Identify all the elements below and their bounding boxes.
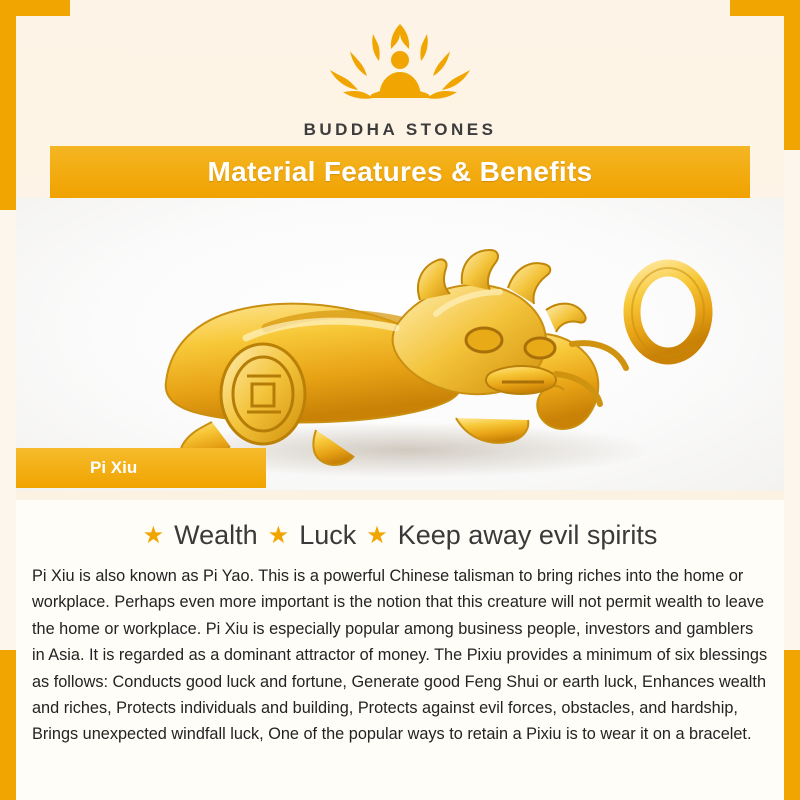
description-section (16, 500, 784, 800)
benefits-headline (32, 520, 768, 551)
star-icon: ★ (366, 522, 388, 549)
title-banner (50, 146, 750, 198)
brand-logo (0, 18, 800, 140)
star-icon: ★ (267, 522, 290, 549)
product-image (16, 198, 784, 490)
product-label: Pi Xiu (90, 458, 138, 477)
gold-pixiu-pendant-illustration (16, 198, 784, 490)
benefit-evil-spirits: Keep away evil spirits (397, 520, 658, 550)
page-title: Material Features & Benefits (207, 156, 593, 187)
star-icon: ★ (142, 522, 165, 549)
benefit-wealth: Wealth (174, 520, 258, 550)
product-label-tab (16, 448, 266, 488)
description-text: Pi Xiu is also known as Pi Yao. This is a powerful Chinese talisman to bring riches into the home or workplace. Perhaps even more important is the notion that this creature will not permit wealth to leave the home or workplace. Pi Xiu is especially popular among business people, investors and gamblers in Asia. It is regarded as a dominant attractor of money. The Pixiu provides a minimum of six blessings as follows: Conducts good luck and fortune, Generate good Feng Shui or earth luck, Enhances wealth and riches, Protects individuals and building, Protects against evil forces, obstacles, and hardship, Brings unexpected windfall luck, One of the popular ways to retain a Pixiu is to wear it on a bracelet. (32, 567, 768, 744)
brand-name: BUDDHA STONES (303, 120, 497, 139)
benefit-luck: Luck (299, 520, 357, 550)
lotus-meditation-icon (310, 18, 490, 114)
